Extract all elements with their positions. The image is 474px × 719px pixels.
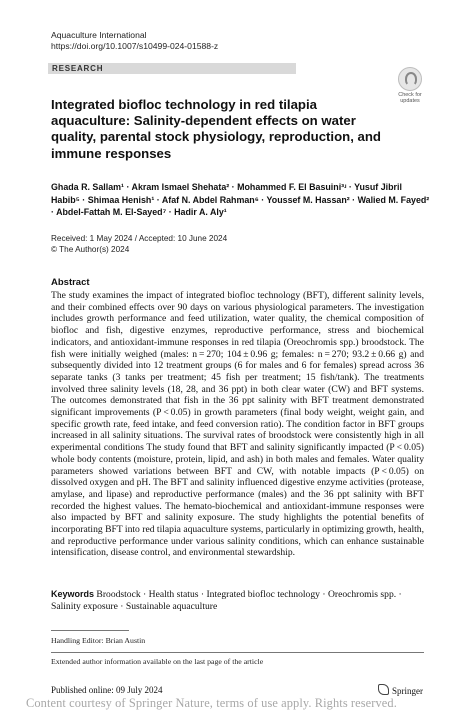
section-label: RESEARCH: [52, 64, 104, 73]
author-list: Ghada R. Sallam¹ · Akram Ismael Shehata² · Mohammed F. El Basuini³ʴ · Yusuf Jibril Habib⁵ · Shimaa Henish¹ · Afaf N. Abdel Rahman⁶ · Youssef M. Hassan² · Walied M. Fayed² · Abdel-Fattah M. El-Sayed⁷ · Hadir A. Aly¹: [51, 182, 430, 217]
footnote-divider-full: [51, 652, 424, 653]
doi-link[interactable]: https://doi.org/10.1007/s10499-024-01588-z: [51, 41, 219, 51]
section-bar: [48, 63, 296, 74]
publisher-name: Springer: [392, 686, 423, 696]
check-for-updates-label: Check for updates: [398, 92, 422, 104]
article-dates: [51, 234, 227, 255]
copyright: © The Author(s) 2024: [51, 244, 130, 254]
check-for-updates-badge[interactable]: [394, 67, 426, 104]
handling-editor: Handling Editor: Brian Austin: [51, 636, 146, 645]
abstract-text: The study examines the impact of integrated biofloc technology (BFT), different salinity levels, and their combined effects over 90 days on various physiological parameters. The investigation includes growth performance and feed utilization, water quality, the chemical composition of biofloc and fish, digestive enzymes, reproductive performance, stress and biochemical indicators, and antioxidant-immune responses in red tilapia (Oreochromis spp.) broodstock. The fish were initially weighed (males: n = 270; 104 ± 0.96 g; females: n = 270; 93.2 ± 0.66 g) and subsequently divided into 12 treatment groups (6 for males and 6 for females) spread across 36 separate tanks (3 tanks per treatment; 45 fish per treatment; 15 fish/tank). The treatments involved three salinity levels (18, 28, and 36 ppt) in both clear water (CW) and BFT systems. The outcomes demonstrated that fish in the 36 ppt salinity with BFT treatment demonstrated significant improvements (P < 0.05) in growth parameters (final body weight, weight gain, and specific growth rate, feed intake, and feed conversion ratio). The condition factor in BFT groups increased in all salinity situations. The survival rates of broodstock were consistently high in all experimental conditions The study found that BFT and salinity significantly impacted (P < 0.05) whole body contents (moisture, protein, lipid, and ash) in both males and females. Water quality parameters showed variations between BFT and CW, with notable impacts (P < 0.05) on dissolved oxygen and pH. The BFT and salinity influenced digestive enzyme activities (protease, amylase, and lipase) and reproductive performance (males) and the 36 ppt salinity with BFT recorded the highest values. The hemato-biochemical and antioxidant-immune responses were also impacted by BFT and salinity exposure. The study highlights the potential benefits of incorporating BFT into red tilapia aquaculture systems, particularly in optimizing growth, health, and reproductive performance under various salinity conditions, which can enhance sustainable intensification, disease control, and environmental stewardship.: [51, 290, 424, 559]
check-for-updates-icon: [398, 67, 422, 91]
published-date: Published online: 09 July 2024: [51, 685, 163, 695]
received-accepted: Received: 1 May 2024 / Accepted: 10 June 2024: [51, 234, 228, 243]
extended-author-info: Extended author information available on the last page of the article: [51, 657, 264, 666]
courtesy-watermark: Content courtesy of Springer Nature, terms of use apply. Rights reserved.: [26, 696, 397, 710]
abstract-heading: Abstract: [51, 277, 90, 288]
journal-name: Aquaculture International: [51, 30, 147, 40]
publisher-logo: [378, 684, 423, 696]
springer-horse-icon: [378, 684, 389, 695]
keywords-list: Broodstock · Health status · Integrated biofloc technology · Oreochromis spp. · Salinity exposure · Sustainable aquaculture: [51, 589, 402, 612]
journal-header: [51, 30, 218, 52]
footnote-divider: [51, 630, 129, 631]
keywords: [51, 588, 424, 613]
keywords-label: Keywords: [51, 589, 95, 599]
article-title: Integrated biofloc technology in red tilapia aquaculture: Salinity-dependent effects on water quality, parental stock physiology, reproduction, and immune responses: [51, 97, 381, 161]
